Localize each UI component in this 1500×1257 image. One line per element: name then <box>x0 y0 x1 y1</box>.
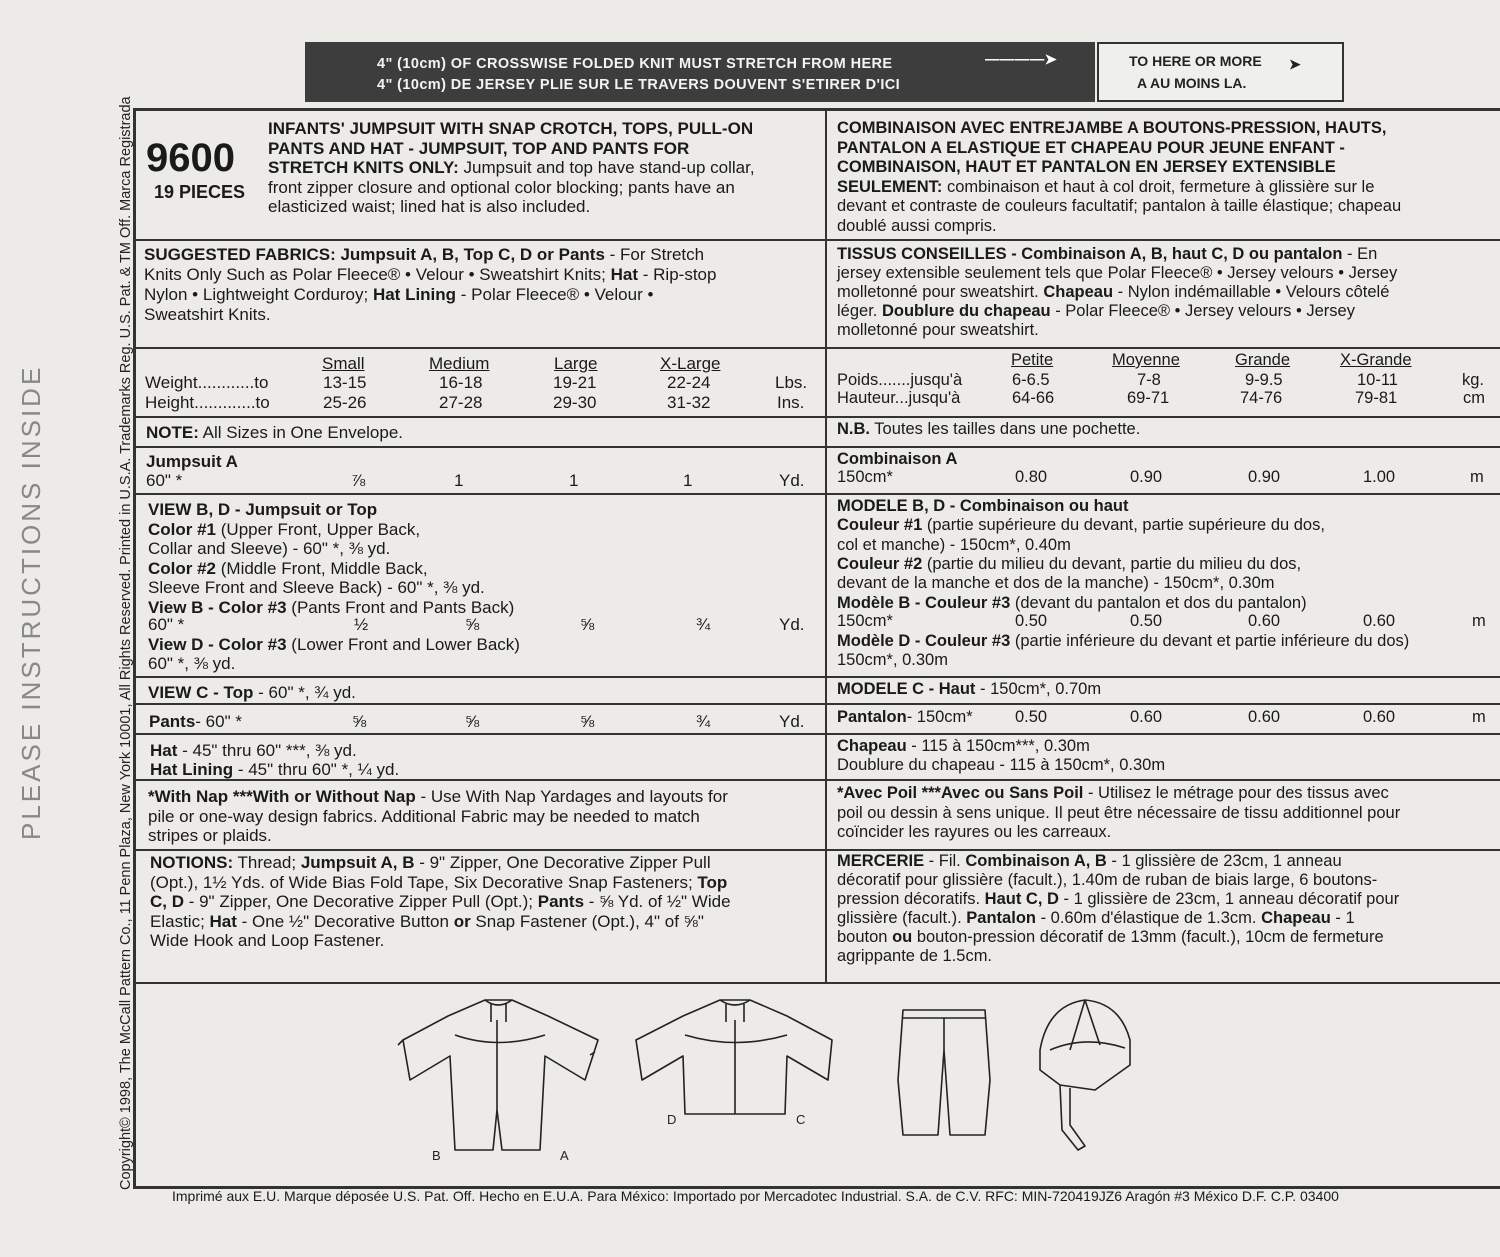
cell: 1 <box>683 471 693 490</box>
cell: 0.60 <box>1248 612 1281 630</box>
view-label-c: C <box>796 1112 806 1127</box>
header-en-2: PANTS AND HAT - JUMPSUIT, TOP AND PANTS FOR <box>268 138 690 158</box>
fabrics-fr-4: léger. Doublure du chapeau - Polar Fleece® • Jersey velours • Jersey <box>837 302 1355 320</box>
cell: 6-6.5 <box>1012 371 1050 389</box>
fabrics-en-4: Sweatshirt Knits. <box>144 305 271 324</box>
view-bd-title: VIEW B, D - Jumpsuit or Top <box>148 500 378 519</box>
fabric-width: 150cm* <box>837 612 893 630</box>
view-label-a: A <box>560 1148 569 1163</box>
unit: m <box>1472 612 1486 630</box>
view-bd-line: 60" *, ⅜ yd. <box>148 654 236 673</box>
fabrics-fr-5: molletonné pour sweatshirt. <box>837 321 1039 339</box>
stretch-text-en: 4" (10cm) OF CROSSWISE FOLDED KNIT MUST STRETCH FROM HERE <box>377 56 893 72</box>
hat-drawing <box>1040 1000 1130 1150</box>
nap-en-1: *With Nap ***With or Without Nap - Use With Nap Yardages and layouts for <box>148 787 728 806</box>
modele-bd-line: devant de la manche et dos de la manche) - 150cm*, 0.30m <box>837 574 1275 592</box>
header-fr-6: doublé aussi compris. <box>837 216 997 235</box>
copyright-text: Copyright© 1998, The McCall Pattern Co., 11 Penn Plaza, New York 10001, All Rights Reserved. Printed in U.S.A. Trademarks Reg. U.S. Pat. & TM Off. Marca Registrada <box>118 96 134 1190</box>
view-label-b: B <box>432 1148 441 1163</box>
row-label: Weight............to <box>145 373 269 392</box>
mercerie-4: glissière (facult.). Pantalon - 0.60m d'élastique de 1.3cm. Chapeau - 1 <box>837 909 1355 927</box>
cell: ¾ <box>696 615 711 634</box>
jumpsuit-a-title: Jumpsuit A <box>146 452 238 471</box>
cell: 7-8 <box>1137 371 1161 389</box>
size-name: Petite <box>1011 351 1054 369</box>
fabric-width: 60" * <box>146 471 183 490</box>
cell: ⅝ <box>580 615 595 634</box>
cell: 13-15 <box>323 373 367 392</box>
modele-c: MODELE C - Haut - 150cm*, 0.70m <box>837 680 1102 698</box>
view-bd-line: View D - Color #3 (Lower Front and Lower Back) <box>148 634 520 654</box>
fabric-width: 150cm* <box>837 468 893 486</box>
modele-bd-line: col et manche) - 150cm*, 0.40m <box>837 535 1071 554</box>
header-fr-4: SEULEMENT: combinaison et haut à col droit, fermeture à glissière sur le <box>837 177 1375 196</box>
edge-text: PLEASE INSTRUCTIONS INSIDE <box>16 364 46 840</box>
jumpsuit-drawing <box>398 1000 598 1150</box>
pattern-number: 9600 <box>146 136 235 180</box>
header-fr-5: devant et contraste de couleurs facultatif; pantalon à taille élastique; chapeau <box>837 197 1402 215</box>
top-drawing <box>636 1000 832 1114</box>
footer-import-text: Imprimé aux E.U. Marque déposée U.S. Pat. Off. Hecho en E.U.A. Para México: Importado por Mercadotec Industrial. S.A. de C.V. RFC: MIN-720419JZ6 Aragón #3 México D.F. C.P. 03400 <box>172 1188 1339 1204</box>
cell: ¾ <box>696 712 711 731</box>
header-fr-2: PANTALON A ELASTIQUE ET CHAPEAU POUR JEUNE ENFANT - <box>837 138 1345 157</box>
stretch-text-fr: 4" (10cm) DE JERSEY PLIE SUR LE TRAVERS DOUVENT S'ETIRER D'ICI <box>377 77 901 93</box>
modele-bd-line: Modèle D - Couleur #3 (partie inférieure du devant et partie inférieure du dos) <box>837 631 1410 650</box>
mercerie-1: MERCERIE - Fil. Combinaison A, B - 1 glissière de 23cm, 1 anneau <box>837 852 1342 870</box>
modele-bd-line: 150cm*, 0.30m <box>837 651 948 669</box>
mercerie-6: agrippante de 1.5cm. <box>837 947 993 965</box>
modele-bd-line: Couleur #1 (partie supérieure du devant, partie supérieure du dos, <box>837 516 1325 534</box>
cell: 1.00 <box>1363 468 1396 486</box>
nap-en-3: stripes or plaids. <box>148 826 272 845</box>
nap-fr-2: poil ou dessin à sens unique. Il peut être nécessaire de tissu additionnel pour <box>837 803 1401 822</box>
size-name: Medium <box>429 354 490 373</box>
unit: kg. <box>1462 371 1485 389</box>
mercerie-5: bouton ou bouton-pression décoratif de 13mm (facult.), 10cm de fermeture <box>837 928 1384 946</box>
cell: 27-28 <box>439 393 483 412</box>
notions-en-1: NOTIONS: Thread; Jumpsuit A, B - 9" Zipper, One Decorative Zipper Pull <box>150 853 711 872</box>
cell: 22-24 <box>667 373 711 392</box>
doublure-line: Doublure du chapeau - 115 à 150cm*, 0.30m <box>837 756 1166 774</box>
unit: m <box>1470 468 1484 486</box>
header-en-5: elasticized waist; lined hat is also included. <box>268 197 591 216</box>
cell: 69-71 <box>1127 389 1170 407</box>
stretch-to-en: TO HERE OR MORE <box>1129 53 1262 69</box>
view-c: VIEW C - Top - 60" *, ¾ yd. <box>148 683 356 702</box>
cell: 0.50 <box>1130 612 1163 630</box>
arrow-right-icon: ➤ <box>1289 56 1301 72</box>
fabrics-en-1: SUGGESTED FABRICS: Jumpsuit A, B, Top C, D or Pants - For Stretch <box>144 245 705 264</box>
cell: 19-21 <box>553 373 597 392</box>
unit: m <box>1472 708 1486 726</box>
notions-en-4: Elastic; Hat - One ½" Decorative Button or Snap Fastener (Opt.), 4" of ⅝" <box>150 911 704 931</box>
stretch-to-fr: A AU MOINS LA. <box>1137 75 1247 91</box>
nap-en-2: pile or one-way design fabrics. Additional Fabric may be needed to match <box>148 806 700 826</box>
note-fr: N.B. Toutes les tailles dans une pochette. <box>837 420 1141 438</box>
view-bd-line: Color #2 (Middle Front, Middle Back, <box>148 558 428 578</box>
cell: 0.50 <box>1015 708 1048 726</box>
view-bd-line: Sleeve Front and Sleeve Back) - 60" *, ⅜ yd. <box>148 578 485 597</box>
header-en-4: front zipper closure and optional color blocking; pants have an <box>268 177 735 197</box>
header-fr-3: COMBINAISON, HAUT ET PANTALON EN JERSEY EXTENSIBLE <box>837 158 1336 176</box>
fabrics-en-3: Nylon • Lightweight Corduroy; Hat Lining - Polar Fleece® • Velour • <box>144 285 654 304</box>
fabric-width: 60" * <box>148 615 185 634</box>
cell: 0.80 <box>1015 468 1048 486</box>
view-label-d: D <box>667 1112 677 1127</box>
header-fr-1: COMBINAISON AVEC ENTREJAMBE A BOUTONS-PRESSION, HAUTS, <box>837 119 1387 137</box>
modele-bd-title: MODELE B, D - Combinaison ou haut <box>837 497 1129 515</box>
size-name: X-Large <box>660 354 721 373</box>
cell: ⅝ <box>580 712 595 731</box>
cell: 1 <box>454 471 464 490</box>
cell: 10-11 <box>1357 371 1398 389</box>
cell: ⅝ <box>465 615 480 634</box>
unit: Yd. <box>779 712 805 731</box>
hat-line: Hat - 45" thru 60" ***, ⅜ yd. <box>150 741 357 760</box>
mercerie-2: décoratif pour glissière (facult.), 1.40m de ruban de biais large, 6 boutons- <box>837 871 1378 889</box>
arrow-right-icon: ————➤ <box>985 52 1058 68</box>
unit: cm <box>1463 389 1485 407</box>
piece-count: 19 PIECES <box>154 182 246 202</box>
unit: Lbs. <box>775 373 808 392</box>
fabrics-fr-3: molletonné pour sweatshirt. Chapeau - Nylon indémaillable • Velours côtelé <box>837 283 1390 301</box>
row-label: Hauteur...jusqu'à <box>837 389 961 407</box>
view-bd-line: Color #1 (Upper Front, Upper Back, <box>148 519 421 539</box>
notions-en-5: Wide Hook and Loop Fastener. <box>150 931 385 950</box>
view-bd-line: View B - Color #3 (Pants Front and Pants Back) <box>148 597 515 617</box>
nap-fr-3: coïncider les rayures ou les carreaux. <box>837 823 1112 841</box>
pants-drawing <box>898 1010 990 1135</box>
cell: ⅝ <box>465 712 480 731</box>
row-label: Height.............to <box>145 393 270 412</box>
pants-label: Pants - 60" * <box>149 712 242 731</box>
size-name: Small <box>322 354 365 373</box>
cell: 0.60 <box>1363 708 1396 726</box>
cell: 0.90 <box>1248 468 1281 486</box>
cell: 31-32 <box>667 393 711 412</box>
cell: 64-66 <box>1012 389 1055 407</box>
cell: ⅞ <box>351 471 366 490</box>
view-bd-line: Collar and Sleeve) - 60" *, ⅜ yd. <box>148 539 391 558</box>
header-en-1: INFANTS' JUMPSUIT WITH SNAP CROTCH, TOPS, PULL-ON <box>268 119 754 138</box>
chapeau-line: Chapeau - 115 à 150cm***, 0.30m <box>837 737 1090 755</box>
row-label: Poids.......jusqu'à <box>837 371 963 389</box>
size-name: Grande <box>1235 351 1291 369</box>
unit: Yd. <box>779 471 805 490</box>
cell: 0.60 <box>1248 708 1281 726</box>
cell: ½ <box>354 615 369 634</box>
cell: 9-9.5 <box>1245 371 1283 389</box>
note-en: NOTE: All Sizes in One Envelope. <box>146 423 404 442</box>
unit: Yd. <box>779 615 805 634</box>
modele-bd-line: Modèle B - Couleur #3 (devant du pantalon et dos du pantalon) <box>837 593 1307 612</box>
cell: 29-30 <box>553 393 597 412</box>
cell: 74-76 <box>1240 389 1283 407</box>
cell: 25-26 <box>323 393 367 412</box>
pantalon-label: Pantalon - 150cm* <box>837 708 973 726</box>
modele-bd-line: Couleur #2 (partie du milieu du devant, partie du milieu du dos, <box>837 555 1302 573</box>
notions-en-2: (Opt.), 1½ Yds. of Wide Bias Fold Tape, Six Decorative Snap Fasteners; Top <box>150 872 728 892</box>
unit: Ins. <box>777 393 805 412</box>
cell: 79-81 <box>1355 389 1398 407</box>
size-name: Large <box>554 354 598 373</box>
cell: 0.90 <box>1130 468 1163 486</box>
cell: ⅝ <box>352 712 367 731</box>
header-en-3: STRETCH KNITS ONLY: Jumpsuit and top have stand-up collar, <box>268 158 755 177</box>
nap-fr-1: *Avec Poil ***Avec ou Sans Poil - Utilisez le métrage pour des tissus avec <box>837 784 1389 802</box>
mercerie-3: pression décoratifs. Haut C, D - 1 glissière de 23cm, 1 anneau décoratif pour <box>837 890 1400 908</box>
notions-en-3: C, D - 9" Zipper, One Decorative Zipper Pull (Opt.); Pants - ⅝ Yd. of ½" Wide <box>150 892 731 911</box>
size-name: Moyenne <box>1112 351 1180 369</box>
fabrics-fr-2: jersey extensible seulement tels que Polar Fleece® • Jersey velours • Jersey <box>837 264 1398 282</box>
fabrics-en-2: Knits Only Such as Polar Fleece® • Velour • Sweatshirt Knits; Hat - Rip-stop <box>144 265 717 284</box>
cell: 0.60 <box>1363 612 1396 630</box>
cell: 16-18 <box>439 373 483 392</box>
combinaison-a-title: Combinaison A <box>837 450 958 468</box>
fabrics-fr-1: TISSUS CONSEILLES - Combinaison A, B, haut C, D ou pantalon - En <box>837 245 1378 263</box>
size-name: X-Grande <box>1340 351 1412 369</box>
cell: 0.60 <box>1130 708 1163 726</box>
cell: 1 <box>569 471 579 490</box>
hat-lining-line: Hat Lining - 45" thru 60" *, ¼ yd. <box>150 760 400 779</box>
cell: 0.50 <box>1015 612 1048 630</box>
